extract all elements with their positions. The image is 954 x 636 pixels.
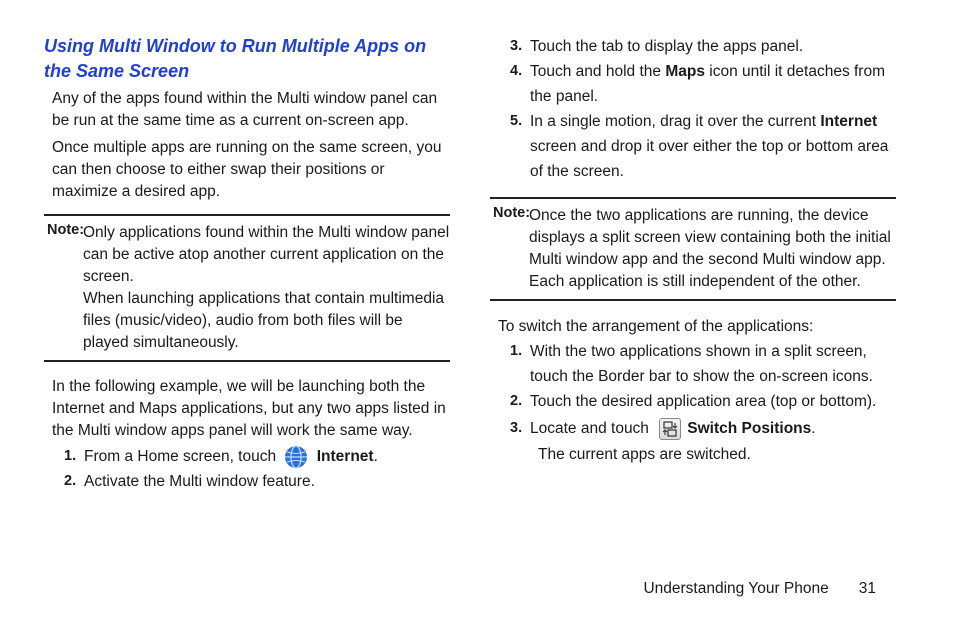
step-item bbox=[490, 109, 896, 184]
step-text: Touch the desired application area (top or bottom). bbox=[530, 393, 877, 410]
left-column bbox=[44, 34, 450, 494]
note-text-2: When launching applications that contain multimedia files (music/video), audio from both files will be played simultaneously. bbox=[83, 290, 445, 351]
step-number: 1. bbox=[64, 448, 77, 464]
step-number: 2. bbox=[510, 393, 523, 409]
step-text-end: . bbox=[373, 448, 378, 465]
step-item bbox=[44, 444, 450, 469]
result-text: The current apps are switched. bbox=[538, 446, 751, 463]
step-text: Activate the Multi window feature. bbox=[84, 473, 315, 490]
step-text: Locate and touch bbox=[530, 420, 649, 437]
step-item bbox=[490, 34, 896, 59]
step-text-end: . bbox=[811, 420, 816, 437]
note-label: Note: bbox=[493, 205, 531, 221]
step-number: 5. bbox=[510, 113, 523, 129]
step-text-end: icon until it detaches from the panel. bbox=[530, 63, 886, 105]
step-item bbox=[490, 339, 896, 389]
step-text-end: screen and drop it over either the top or bottom area of the screen. bbox=[530, 138, 889, 180]
step-item bbox=[490, 416, 896, 441]
switch-positions-icon bbox=[659, 418, 681, 440]
step-number: 1. bbox=[510, 343, 523, 359]
internet-app-label: Internet bbox=[820, 113, 878, 130]
footer-section-title: Understanding Your Phone bbox=[643, 580, 829, 597]
step-item bbox=[490, 59, 896, 109]
step-item bbox=[44, 469, 450, 494]
switch-positions-label: Switch Positions bbox=[687, 420, 812, 437]
note-box-left bbox=[44, 214, 450, 362]
intro-paragraph-2: Once multiple apps are running on the same screen, you can then choose to either swap their positions or maximize a desired app. bbox=[52, 139, 442, 200]
note-box-right bbox=[490, 197, 896, 301]
note-label: Note: bbox=[47, 222, 85, 238]
step-number: 3. bbox=[510, 420, 523, 436]
step-text: Touch the tab to display the apps panel. bbox=[530, 38, 804, 55]
note-text: Once the two applications are running, the device displays a split screen view containing both the initial Multi window app and the second Multi window app. Each application is still independent of the other. bbox=[529, 207, 891, 290]
step-item bbox=[490, 389, 896, 414]
step-number: 4. bbox=[510, 63, 523, 79]
internet-app-label: Internet bbox=[316, 448, 374, 465]
step-text: In a single motion, drag it over the current bbox=[530, 113, 817, 130]
intro-paragraph-1: Any of the apps found within the Multi window panel can be run at the same time as a current on-screen app. bbox=[52, 90, 438, 129]
step-number: 3. bbox=[510, 38, 523, 54]
step-number: 2. bbox=[64, 473, 77, 489]
note-text-1: Only applications found within the Multi window panel can be active atop another current application on the screen. bbox=[83, 224, 450, 285]
step-text: From a Home screen, touch bbox=[84, 448, 277, 465]
example-paragraph: In the following example, we will be launching both the Internet and Maps applications, but any two apps listed in the Multi window apps panel will work the same way. bbox=[52, 378, 446, 439]
page-number: 31 bbox=[858, 580, 876, 597]
step-text: With the two applications shown in a split screen, touch the Border bar to show the on-screen icons. bbox=[530, 343, 873, 385]
globe-icon bbox=[284, 445, 308, 469]
page-footer bbox=[600, 578, 876, 600]
step-text: Touch and hold the bbox=[530, 63, 661, 80]
switch-intro: To switch the arrangement of the applications: bbox=[498, 318, 814, 335]
section-heading: Using Multi Window to Run Multiple Apps on the Same Screen bbox=[44, 36, 427, 81]
right-column bbox=[490, 34, 896, 468]
maps-app-label: Maps bbox=[665, 63, 705, 80]
